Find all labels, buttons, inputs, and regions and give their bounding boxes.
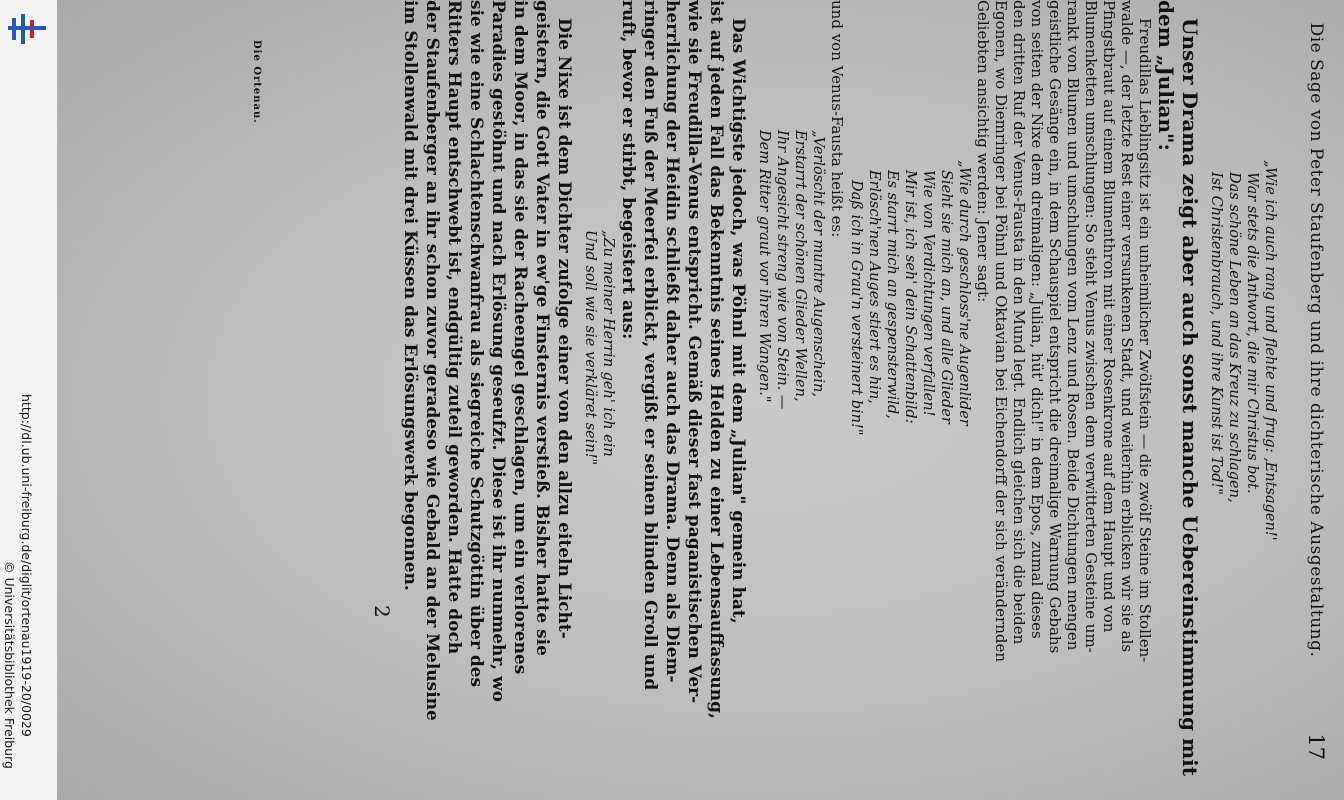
verse-line: „Zu meiner Herrin geh' ich ein [600, 230, 616, 457]
page-content-rotated [57, 0, 1344, 800]
body-line: der Staufenberger an ihr schon zuvor geradeso wie Gebald an der Melusine [422, 0, 442, 721]
verse-line: Erstarrt der schönen Glieder Wellen, [792, 130, 808, 402]
verse-line: Ihr Angesicht streng wie von Stein. — [774, 130, 790, 410]
body-line: wie sie Freudilla-Venus entspricht. Gemäß dieser fast paganistischen Ver- [684, 0, 704, 704]
running-header [1296, 20, 1336, 760]
viewer-sidebar [0, 0, 57, 800]
body-line: rankt von Blumen und umschlungen vom Lenz und Rosen. Beide Dichtungen mengen [1064, 0, 1082, 651]
body-line: Die Nixe ist dem Dichter zufolge einer von den allzu eiteln Licht- [554, 18, 574, 639]
signature-mark: 2 [370, 605, 394, 618]
verse-line: „Wie ich auch rang und flehte und frug: ‚Entsagen!' [1262, 160, 1278, 541]
verse-line: Ist Christenbrauch, und ihre Kunst ist Tod!" [1208, 172, 1224, 495]
verse-line: Mir ist, ich seh' dein Schattenbild: [902, 170, 918, 424]
library-logo-icon [4, 8, 50, 48]
footer-journal-name: Die Ortenau. [251, 40, 262, 124]
body-line: herrlichung der Heidin schließt daher auch das Drama. Denn als Diem- [662, 0, 682, 683]
body-line: ist auf jeden Fall das Bekenntnis seines Helden zu einer Lebensauffassung, [706, 0, 726, 719]
verse-line: Wie von Verdichtungen verfallen! [920, 170, 936, 417]
body-line: Unser Drama zeigt aber auch sonst manche Uebereinstimmung mit [1178, 18, 1202, 776]
body-line: Das Wichtigste jedoch, was Pöhnl mit dem „Julian" gemein hat, [728, 18, 748, 624]
body-line: Pfingstbraut auf einem Blumenthron mit einer Rosenkrone auf dem Haupt und von [1100, 0, 1118, 633]
body-line: dem „Julian": [1154, 0, 1178, 151]
verse-line: War stets die Antwort, die mir Christus bot. [1244, 172, 1260, 494]
body-line: Blumenketten umschlungen: So steht Venus zwischen dem verwitterten Gesteine um- [1082, 0, 1100, 653]
page-number: 17 [1304, 733, 1328, 760]
verse-line: Dem Ritter graut vor ihren Wangen." [756, 130, 772, 403]
body-line: Paradies gestöhnt und nach Erlösung geseufzt. Diese ist ihr nunmehr, wo [488, 0, 508, 702]
verse-line: Erlösch'nen Auges stiert es hin, [866, 170, 882, 404]
permalink-url[interactable]: http://dl.ub.uni-freiburg.de/diglit/ortenau1919-20/0029 [19, 394, 34, 737]
verse-line: Das schöne Leben an das Kreuz zu schlagen, [1226, 172, 1242, 503]
body-line: in dem Moor, in das sie der Racheengel geschlagen, um ein verlorenes [510, 0, 530, 675]
body-line: Egonen, wo Diemringer bei Pöhnl und Oktavian bei Eichendorff der sich verändernden [992, 0, 1010, 662]
body-line: den dritten Ruf der Venus-Fausta in den Mund legt. Endlich gleichen sich die beiden [1010, 0, 1028, 645]
verse-line: Und soll wie sie verkläret sein!" [582, 230, 598, 466]
copyright-notice: © Universitätsbibliothek Freiburg [2, 561, 17, 769]
body-line: im Stollenwald mit drei Küssen das Erlösungswerk begonnen. [400, 0, 420, 591]
body-line: geistliche Gesänge ein, in dem Schauspiel entspricht die dreimalige Warnung Gebahs [1046, 0, 1064, 654]
body-line: Geliebten ansichtig werden: Jener sagt: [974, 0, 992, 303]
body-line: von seiten der Nixe dem dreimaligen: „Julian, hüt' dich!" in dem Epos, zumal dieses [1028, 0, 1046, 639]
body-line: Ritters Haupt entschwebt ist, endgültig zuteil geworden. Hatte doch [444, 0, 464, 655]
body-line: geistern, die Gott Vater in ew'ge Finsternis verstieß. Bisher hatte sie [532, 0, 552, 656]
body-line: ruft, bevor er stirbt, begeistert aus: [618, 0, 638, 340]
verse-line: „Verlöscht der muntre Augenschein, [810, 130, 826, 397]
verse-line: Daß ich in Grau'n versteinert bin!" [848, 180, 864, 436]
body-line: walde —, der letzte Rest einer versunkenen Stadt, und weiterhin erblicken wir sie als [1118, 0, 1136, 653]
running-head-title: Die Sage von Peter Staufenberg und ihre dichterische Ausgestaltung. [1306, 22, 1326, 658]
body-line: und von Venus-Fausta heißt es: [828, 0, 846, 238]
verse-line: Es starrt mich an gespensterwild, [884, 170, 900, 419]
body-line: Freudillas Lieblingsitz ist ein unheimlicher Zwölfstein — die zwölf Steine im Stollen- [1136, 18, 1154, 663]
body-line: ringer den Fuß der Meerfei erblickt, vergißt er seinen blinden Groll und [640, 0, 660, 691]
scanned-page [57, 0, 1344, 800]
verse-line: Sieht sie mich an, und alle Glieder [938, 170, 954, 424]
body-line: sie wie eine Schlachtenschwanfrau als siegreiche Schutzgöttin über des [466, 0, 486, 688]
verse-line: „Wie durch geschloss'ne Augenlider [956, 160, 972, 426]
